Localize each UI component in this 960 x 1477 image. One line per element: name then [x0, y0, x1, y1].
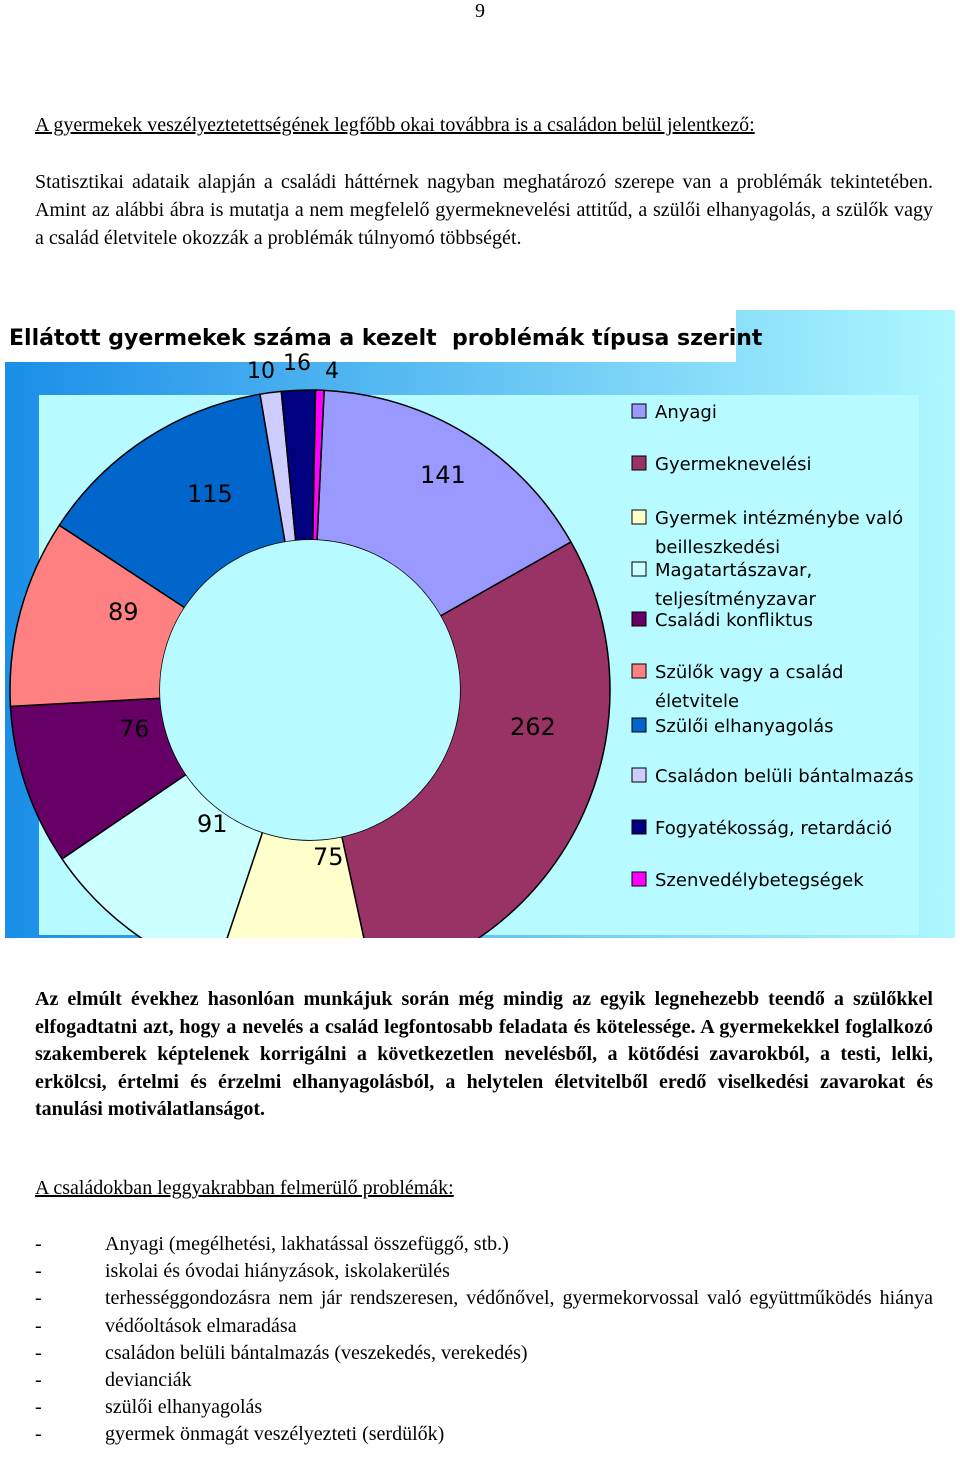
summary-paragraph: Az elmúlt évekhez hasonlóan munkájuk során még mindig az egyik legnehezebb teendő a szülőkkel elfogadtatni azt, hogy a nevelés a család legfontosabb feladata és kötelessége. A gyermekekkel foglalkozó szakemberek képtelenek korrigálni a következetlen nevelésből, a kötődési zavarokból, a testi, lelki, erkölcsi, értelmi és érzelmi elhanyagolásból, a helytelen életvitelből eredő viselkedési zavarokat és tanulási motiválatlanságot. — [35, 988, 933, 1120]
problem-list — [35, 1231, 933, 1449]
legend-swatch-fogyatekossag-retardacio — [632, 820, 646, 834]
list-item-text: Anyagi (megélhetési, lakhatással összefüggő, stb.) — [105, 1233, 509, 1255]
legend-label-szuloi-elhanyagolas: Szülői elhanyagolás — [655, 716, 834, 737]
legend-label-fogyatekossag-retardacio: Fogyatékosság, retardáció — [655, 818, 893, 839]
legend-label-magatartaszavar-teljesitmenyzavar: Magatartászavar, — [655, 560, 813, 581]
list-item — [35, 1421, 933, 1448]
intro-paragraph: Statisztikai adataik alapján a családi háttérnek nagyban meghatározó szerepe van a problémák tekintetében. Amint az alábbi ábra is mutatja a nem megfelelő gyermeknevelési attitűd, a szülői elhanyagolás, a szülők vagy a család életvitele okozzák a problémák túlnyomó többségét. — [35, 171, 933, 249]
list-dash: - — [35, 1260, 42, 1283]
legend-label-gyermek-intezmenybe-valo-beilleszkedesi: beilleszkedési — [655, 537, 781, 558]
legend-swatch-csaladon-beluli-bantalmazas — [632, 768, 646, 782]
list-dash: - — [35, 1314, 42, 1337]
data-label-szulok-vagy-a-csalad-eletvitele: 89 — [108, 598, 139, 626]
legend-label-gyermek-intezmenybe-valo-beilleszkedesi: Gyermek intézménybe való — [655, 508, 904, 529]
list-item — [35, 1285, 933, 1312]
data-label-anyagi: 141 — [420, 461, 466, 489]
list-dash: - — [35, 1233, 42, 1255]
list-item-text: gyermek önmagát veszélyezteti (serdülők) — [105, 1423, 445, 1446]
list-item — [35, 1258, 933, 1285]
legend-swatch-gyermek-intezmenybe-valo-beilleszkedesi — [632, 510, 646, 524]
list-dash: - — [35, 1341, 42, 1364]
list-item — [35, 1367, 933, 1394]
chart-title: Ellátott gyermekek száma a kezelt problémák típusa szerint — [9, 326, 763, 351]
page-number: 9 — [475, 0, 485, 22]
doughnut-hole — [160, 540, 460, 840]
list-item — [35, 1394, 933, 1421]
legend-swatch-gyermeknevelesi — [632, 456, 646, 470]
legend-label-csaladon-beluli-bantalmazas: Családon belüli bántalmazás — [655, 766, 914, 787]
list-item — [35, 1231, 933, 1258]
list-item-text: devianciák — [105, 1369, 192, 1392]
legend-swatch-szuloi-elhanyagolas — [632, 718, 646, 732]
list-item-text: szülői elhanyagolás — [105, 1396, 263, 1419]
list-dash: - — [35, 1369, 42, 1392]
data-label-csaladon-beluli-bantalmazas: 10 — [247, 359, 275, 384]
data-label-szenvedelybetegsegek: 4 — [325, 359, 339, 384]
legend-swatch-szulok-vagy-a-csalad-eletvitele — [632, 664, 646, 678]
data-label-gyermeknevelesi: 262 — [510, 713, 556, 741]
list-dash: - — [35, 1396, 42, 1419]
problem-types-chart — [5, 310, 955, 938]
list-item-text: védőoltások elmaradása — [105, 1314, 297, 1337]
legend-swatch-anyagi — [632, 404, 646, 418]
list-item — [35, 1340, 933, 1367]
legend-label-szenvedelybetegsegek: Szenvedélybetegségek — [655, 870, 864, 891]
legend-swatch-szenvedelybetegsegek — [632, 872, 646, 886]
data-label-csaladi-konfliktus: 76 — [119, 715, 150, 743]
section-heading-problems: A családokban leggyakrabban felmerülő problémák: — [35, 1177, 454, 1199]
legend-label-magatartaszavar-teljesitmenyzavar: teljesítményzavar — [655, 589, 816, 610]
list-item-text: terhességgondozásra nem jár rendszeresen, védőnővel, gyermekorvossal való együttműködés hiánya — [105, 1287, 933, 1310]
legend-label-szulok-vagy-a-csalad-eletvitele: életvitele — [655, 691, 740, 712]
list-dash: - — [35, 1423, 42, 1446]
data-label-magatartaszavar-teljesitmenyzavar: 91 — [197, 810, 228, 838]
legend-swatch-magatartaszavar-teljesitmenyzavar — [632, 562, 646, 576]
list-item-text: családon belüli bántalmazás (veszekedés, verekedés) — [105, 1341, 528, 1364]
section-heading-causes: A gyermekek veszélyeztetettségének legfőbb okai továbbra is a családon belül jelentkező: — [35, 114, 755, 136]
legend-label-gyermeknevelesi: Gyermeknevelési — [655, 454, 812, 475]
legend-swatch-csaladi-konfliktus — [632, 612, 646, 626]
data-label-szuloi-elhanyagolas: 115 — [187, 480, 233, 508]
list-item-text: iskolai és óvodai hiányzások, iskolakerülés — [105, 1260, 450, 1283]
list-item — [35, 1313, 933, 1340]
chart-svg — [5, 310, 955, 938]
legend-label-csaladi-konfliktus: Családi konfliktus — [655, 610, 813, 631]
data-label-gyermek-intezmenybe-valo-beilleszkedesi: 75 — [313, 843, 344, 871]
legend-label-anyagi: Anyagi — [655, 402, 717, 423]
legend-label-szulok-vagy-a-csalad-eletvitele: Szülők vagy a család — [655, 662, 844, 683]
list-dash: - — [35, 1287, 42, 1310]
data-label-fogyatekossag-retardacio: 16 — [283, 351, 311, 376]
